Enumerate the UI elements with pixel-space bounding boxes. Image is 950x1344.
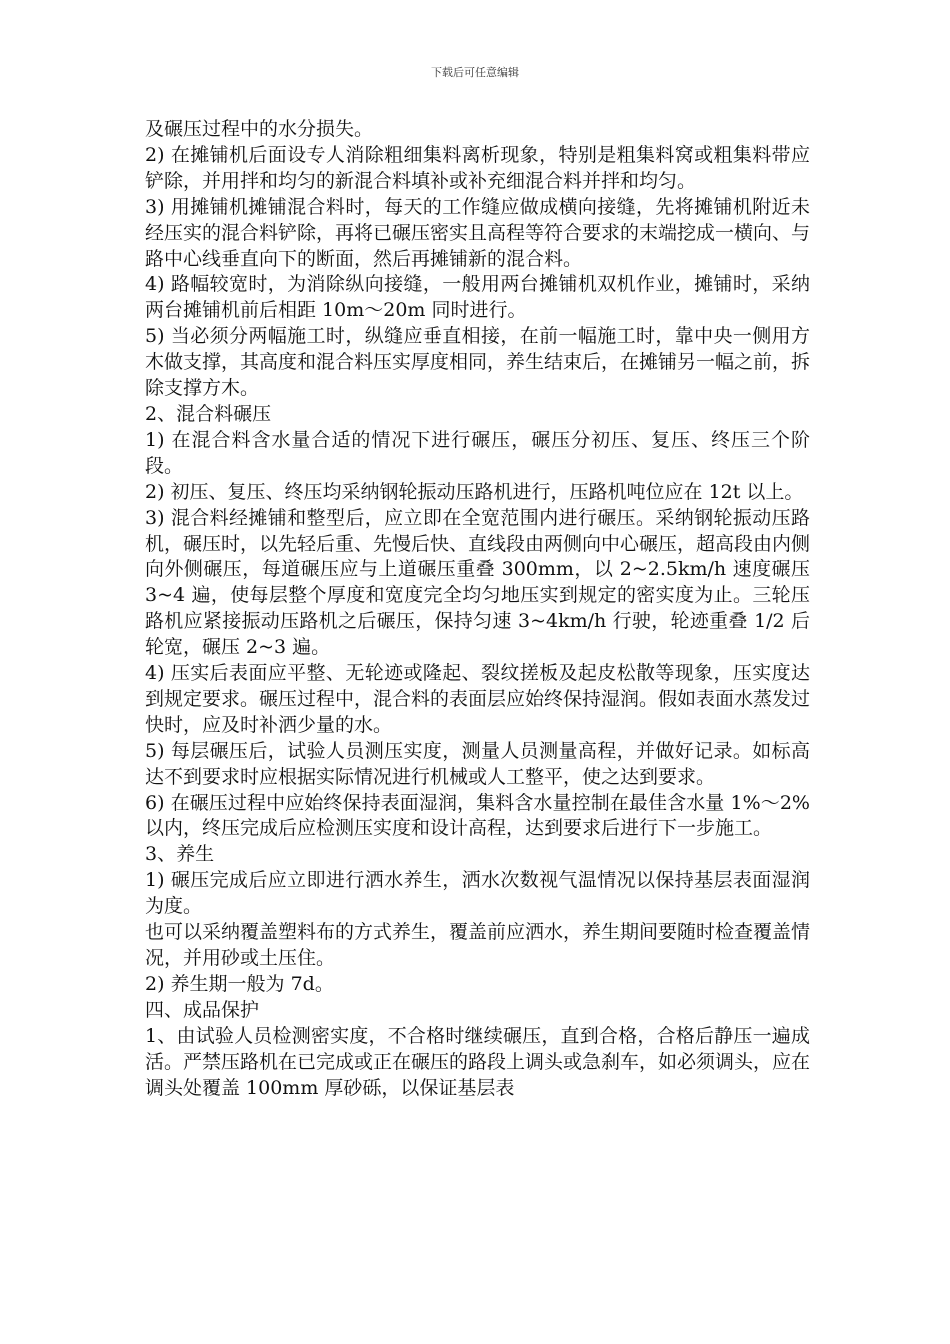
section-heading: 3、养生 [145,843,215,866]
paragraph: 6) 在碾压过程中应始终保持表面湿润，集料含水量控制在最佳含水量 1%～2%以内，终压完成后应检测压实度和设计高程，达到要求后进行下一步施工。 [145,791,810,840]
paragraph: 3) 用摊铺机摊铺混合料时，每天的工作缝应做成横向接缝，先将摊铺机附近未经压实的混合料铲除，再将已碾压密实且高程等符合要求的末端挖成一横向、与路中心线垂直向下的断面，然后再摊铺新的混合料。 [145,195,811,270]
paragraph: 2) 初压、复压、终压均采纳钢轮振动压路机进行，压路机吨位应在 12t 以上。 [145,480,804,503]
paragraph: 及碾压过程中的水分损失。 [145,118,374,140]
paragraph: 4) 路幅较宽时，为消除纵向接缝，一般用两台摊铺机双机作业，摊铺时，采纳两台摊铺机前后相距 10m～20m 同时进行。 [145,273,810,322]
paragraph: 4) 压实后表面应平整、无轮迹或隆起、裂纹搓板及起皮松散等现象，压实度达到规定要求。碾压过程中，混合料的表面层应始终保持湿润。假如表面水蒸发过快时，应及时补洒少量的水。 [145,662,811,736]
paragraph: 2) 养生期一般为 7d。 [145,972,334,995]
page-header: 下载后可任意编辑 [431,66,519,79]
section-heading: 2、混合料碾压 [145,402,272,425]
document-body [145,117,810,1101]
paragraph: 5) 每层碾压后，试验人员测压实度，测量人员测量高程，并做好记录。如标高达不到要求时应根据实际情况进行机械或人工整平，使之达到要求。 [145,739,810,788]
paragraph: 1) 在混合料含水量合适的情况下进行碾压，碾压分初压、复压、终压三个阶段。 [145,428,810,477]
paragraph: 5) 当必须分两幅施工时，纵缝应垂直相接，在前一幅施工时，靠中央一侧用方木做支撑，其高度和混合料压实厚度相同，养生结束后，在摊铺另一幅之前，拆除支撑方木。 [145,325,811,400]
paragraph: 1、由试验人员检测密实度，不合格时继续碾压，直到合格，合格后静压一遍成活。严禁压路机在已完成或正在碾压的路段上调头或急刹车，如必须调头，应在调头处覆盖 100mm 厚砂砾，以保证基层表 [145,1024,811,1099]
paragraph: 3) 混合料经摊铺和整型后，应立即在全宽范围内进行碾压。采纳钢轮振动压路机，碾压时，以先轻后重、先慢后快、直线段由两侧向中心碾压，超高段由内侧向外侧碾压，每道碾压应与上道碾压重叠 300mm，以 2~2.5km/h 速度碾压 3~4 遍，使每层整个厚度和宽度完全均匀地压实到规定的密实度为止。三轮压路机应紧接振动压路机之后碾压，保持匀速 3~4km/h 行驶，轮迹重叠 1/2 后轮宽，碾压 2~3 遍。 [145,506,811,659]
paragraph: 也可以采纳覆盖塑料布的方式养生，覆盖前应洒水，养生期间要随时检查覆盖情况，并用砂或土压住。 [145,921,811,969]
section-heading: 四、成品保护 [145,998,260,1021]
paragraph: 2) 在摊铺机后面设专人消除粗细集料离析现象，特别是粗集料窝或粗集料带应铲除，并用拌和均匀的新混合料填补或补充细混合料并拌和均匀。 [145,143,810,192]
paragraph: 1) 碾压完成后应立即进行洒水养生，洒水次数视气温情况以保持基层表面湿润为度。 [145,869,810,918]
